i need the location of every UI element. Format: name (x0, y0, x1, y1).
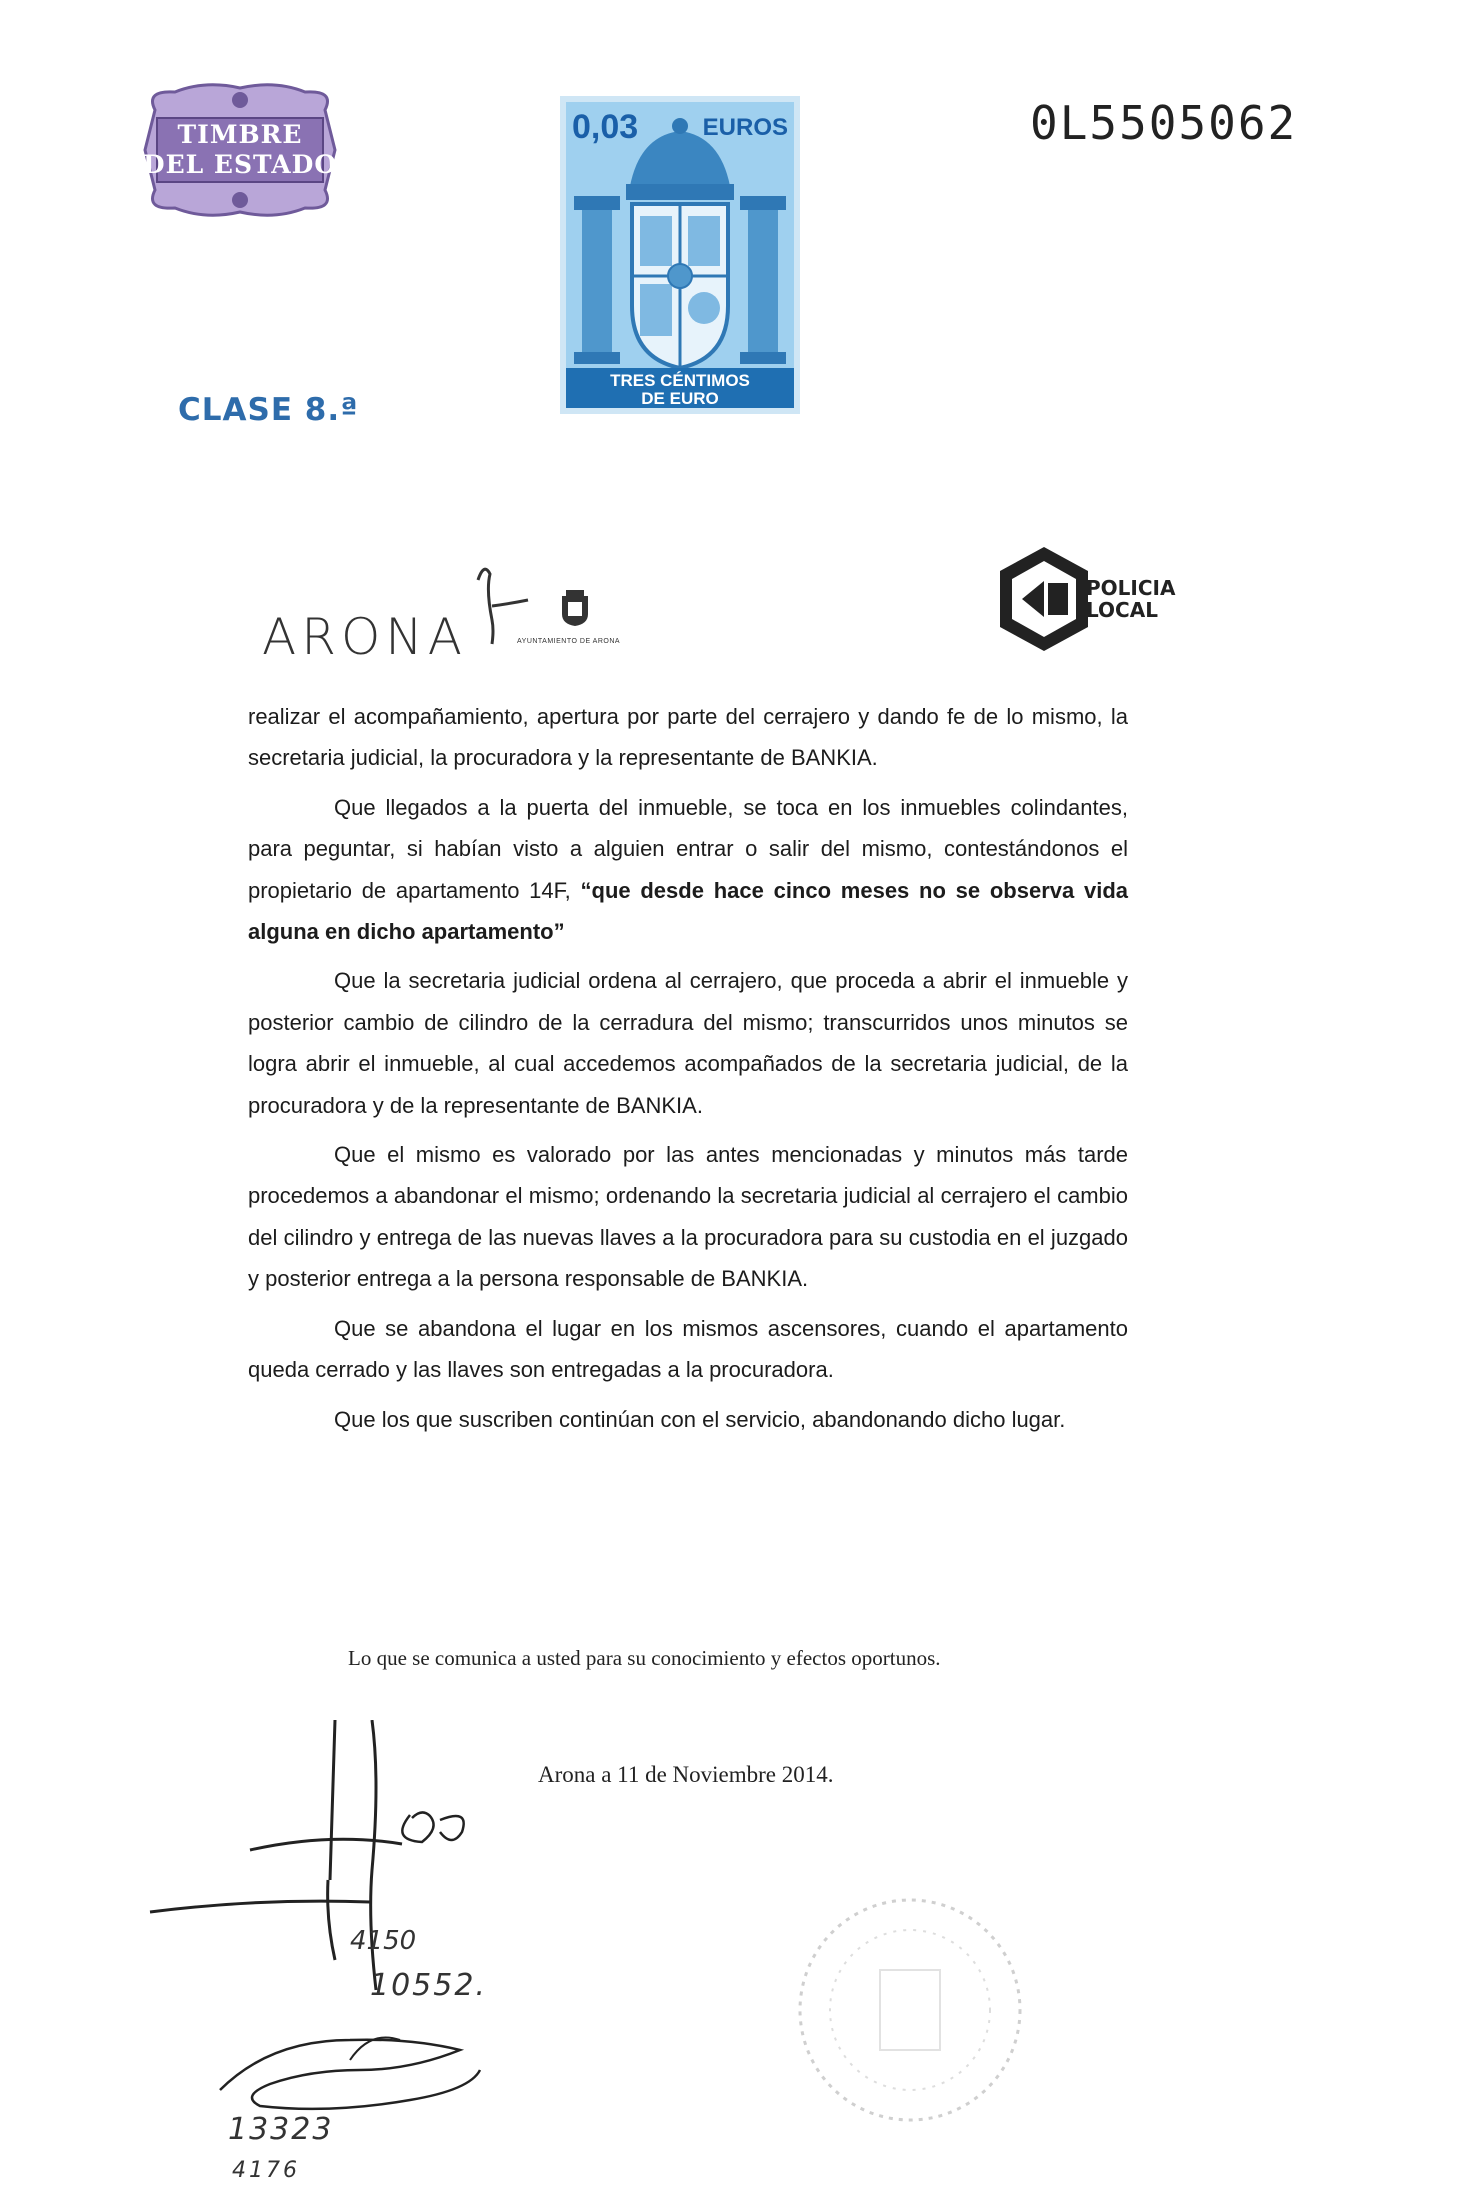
clase-label: CLASE 8.ª (178, 392, 359, 428)
timbre-del-estado-badge (135, 80, 345, 220)
paragraph-2 (248, 787, 1128, 953)
arona-logo (262, 560, 642, 670)
paragraph-6: Que los que suscriben continúan con el servicio, abandonando dicho lugar. (334, 1406, 1066, 1432)
policia-line-2: LOCAL (1086, 598, 1158, 622)
paragraph-1: realizar el acompañamiento, apertura por parte del cerrajero y dando fe de lo mismo, la secretaria judicial, la procuradora y la representante de BANKIA. (248, 704, 1128, 771)
badge-number-2b: 4176 (232, 2158, 300, 2183)
badge-number-2a: 13323 (228, 2112, 334, 2147)
police-shield-icon (998, 545, 1090, 653)
paragraph-3: Que la secretaria judicial ordena al cerrajero, que proceda a abrir el inmueble y posterior cambio de cilindro de la cerradura del mismo; transcurridos unos minutos se logra abrir el inmueble, al cual accedemos acompañados de la secretaria judicial, de la procuradora y de la representante de BANKIA. (248, 968, 1128, 1118)
closing-line: Lo que se comunica a usted para su conocimiento y efectos oportunos. (348, 1646, 941, 1670)
postage-stamp (560, 96, 800, 414)
stamp-caption-line-1: TRES CÉNTIMOS (610, 371, 750, 390)
policia-local-logo (998, 545, 1198, 655)
report-body (248, 696, 1128, 1448)
date-line: Arona a 11 de Noviembre 2014. (538, 1762, 834, 1787)
arona-wordmark: ARONA (262, 608, 467, 666)
timbre-line-2: DEL ESTADO (142, 150, 338, 179)
paragraph-5: Que se abandona el lugar en los mismos ascensores, cuando el apartamento queda cerrado y las llaves son entregadas a la procuradora. (248, 1315, 1128, 1383)
stamp-value: 0,03 (572, 108, 639, 146)
paragraph-4: Que el mismo es valorado por las antes mencionadas y minutos más tarde procedemos a abandonar el mismo; ordenando la secretaria judicial al cerrajero el cambio del cilindro y entrega de las nuevas llaves a la procuradora para su custodia en el juzgado y posterior entrega a la persona responsable de BANKIA. (248, 1142, 1128, 1292)
paragraph-2-text: Que llegados a la puerta del inmueble, se toca en los inmuebles colindantes, para peguntar, si habían visto a alguien entrar o salir del mismo, contestándonos el propietario de apartamento 14F, (248, 794, 1128, 903)
policia-line-1: POLICIA (1086, 576, 1176, 600)
badge-number-1a: 4150 (350, 1926, 417, 1956)
municipal-crest-icon (558, 588, 592, 628)
official-seal-icon (760, 1860, 1060, 2160)
stamp-caption-line-2: DE EURO (641, 389, 719, 408)
serial-number: 0L5505062 (1030, 96, 1298, 150)
badge-number-1b: 10552. (370, 1968, 487, 2003)
timbre-line-1: TIMBRE (177, 120, 303, 149)
arona-subtitle: AYUNTAMIENTO DE ARONA (517, 638, 621, 645)
arona-leaf-icon (468, 560, 538, 650)
paragraph-2-quote: “que desde hace cinco meses no se observa vida alguna en dicho apartamento” (248, 877, 1129, 945)
stamp-currency: EUROS (702, 114, 788, 141)
